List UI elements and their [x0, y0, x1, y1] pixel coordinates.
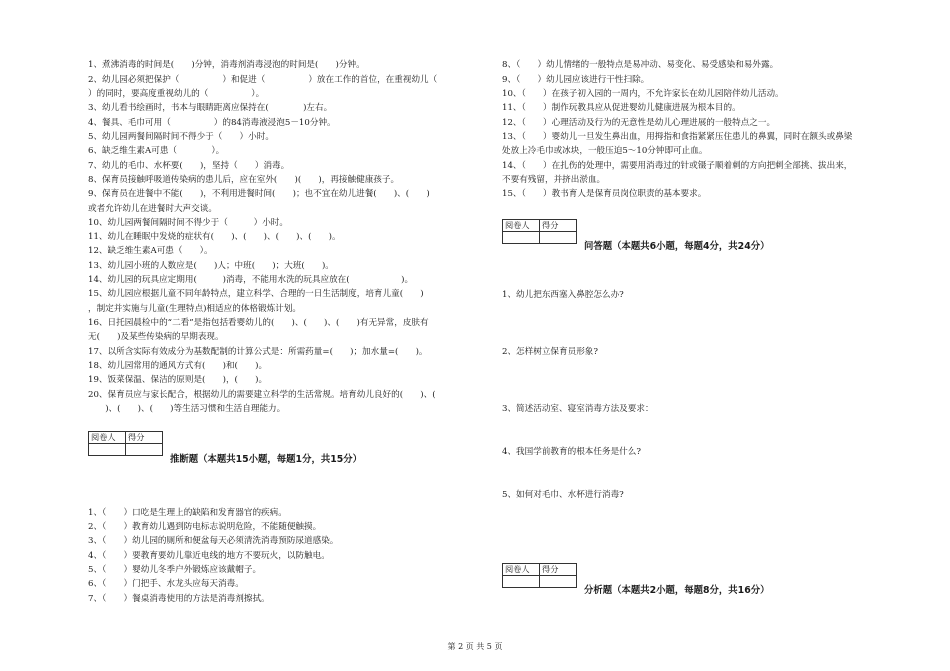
question-line: 3、简述活动室、寝室消毒方法及要求： — [502, 404, 654, 414]
question-line: 2、怎样树立保育员形象? — [502, 347, 599, 357]
question-line: ）的同时，要高度重视幼儿的（ ）。 — [88, 89, 265, 99]
question-line: 6、（ ）门把手、水龙头应每天消毒。 — [88, 579, 244, 589]
question-line: 或者允许幼儿在进餐时大声交谈。 — [88, 204, 217, 214]
question-line: 3、幼儿看书绘画时，书本与眼睛距离应保持在( )左右。 — [88, 103, 333, 113]
question-line: 8、保育员接触呼吸道传染病的患儿后，应在室外( )( )，再接触健康孩子。 — [88, 175, 400, 185]
question-line: 15、（ ）教书育人是保育员岗位职责的基本要求。 — [502, 189, 707, 199]
question-line: 6、缺乏维生素A可患（ ）。 — [88, 146, 225, 156]
question-line: 17、以所含实际有效成分为基数配制的计算公式是：所需药量=( )；加水量=( )。 — [88, 347, 428, 357]
question-line: 20、保育员应与家长配合，根据幼儿的需要建立科学的生活常规。培育幼儿良好的( )、( — [88, 390, 436, 400]
grader-cell — [503, 576, 540, 588]
grader-label: 阅卷人 — [89, 432, 126, 444]
section-title-qa: 问答题（本题共6小题，每题4分，共24分） — [584, 241, 770, 252]
question-line: 1、煮沸消毒的时间是( )分钟，消毒剂消毒浸泡的时间是( )分钟。 — [88, 60, 365, 70]
question-line: 3、（ ）幼儿园的厕所和便盆每天必须清洗消毒预防尿道感染。 — [88, 536, 339, 546]
question-line: 11、幼儿在睡眠中发烧的症状有( )、( )、( )、( )。 — [88, 232, 341, 242]
question-line: 2、幼儿园必须把保护（ ）和促进（ ）放在工作的首位，在重视幼儿（ — [88, 75, 438, 85]
question-line: 15、幼儿园应根据儿童不同年龄特点，建立科学、合理的一日生活制度，培育儿童( ) — [88, 289, 424, 299]
question-line: 13、幼儿园小班的人数应是( )人；中班( )；大班( )。 — [88, 261, 334, 271]
grader-label: 阅卷人 — [503, 564, 540, 576]
question-line: 9、保育员在进餐中不能( )，不利用进餐时间( )；也不宜在幼儿进餐( )、( ) — [88, 189, 430, 199]
question-line: 4、（ ）要教育要幼儿靠近电线的地方不要玩火，以防触电。 — [88, 551, 330, 561]
question-line: 11、（ ）制作玩教具应从促进婴幼儿健康进展为根本目的。 — [502, 103, 741, 113]
question-line: 10、幼儿园两餐间隔时间不得少于（ ）小时。 — [88, 218, 288, 228]
question-line: 10、（ ）在孩子初入园的一周内，不允许家长在幼儿园陪伴幼儿活动。 — [502, 89, 784, 99]
question-line: 不要有残留，并挤出淤血。 — [502, 175, 606, 185]
question-line: 14、（ ）在扎伤的处理中，需要用消毒过的针或镊子顺着刺的方向把刺全部挑、拔出来， — [502, 161, 853, 171]
score-cell — [540, 576, 577, 588]
question-line: 14、幼儿园的玩具应定期用( )消毒，不能用水洗的玩具应放在( )。 — [88, 275, 414, 285]
question-line: ，制定并实施与儿童(生理特点)相适应的体格锻炼计划。 — [88, 304, 301, 314]
question-line: 1、幼儿把东西塞入鼻腔怎么办? — [502, 290, 624, 300]
question-line: 无( )及某些传染病的早期表现。 — [88, 332, 224, 342]
score-label: 得分 — [126, 432, 163, 444]
question-line: 5、（ ）婴幼儿冬季户外锻炼应该戴帽子。 — [88, 565, 262, 575]
score-table-judge — [88, 431, 163, 456]
score-label: 得分 — [540, 220, 577, 232]
section-title-judge: 推断题（本题共15小题，每题1分，共15分） — [170, 454, 362, 465]
question-line: )、( )、( )等生活习惯和生活自理能力。 — [88, 404, 286, 414]
score-table-analysis — [502, 563, 577, 588]
question-line: 7、幼儿的毛巾、水杯要( )，坚持（ ）消毒。 — [88, 161, 290, 171]
question-line: 9、（ ）幼儿园应该进行干性扫除。 — [502, 75, 650, 85]
question-line: 处放上冷毛巾或冰块，一般压迫5～10分钟即可止血。 — [502, 146, 708, 156]
question-line: 5、幼儿园两餐间隔时间不得少于（ ）小时。 — [88, 132, 274, 142]
page-number: 第 2 页 共 5 页 — [447, 642, 503, 651]
question-line: 7、（ ）餐桌消毒使用的方法是消毒剂擦拭。 — [88, 594, 270, 604]
question-line: 8、（ ）幼儿情绪的一般特点是易冲动、易变化、易受感染和易外露。 — [502, 60, 779, 70]
grader-label: 阅卷人 — [503, 220, 540, 232]
question-line: 19、饭菜保温、保洁的原则是( )，( )。 — [88, 375, 268, 385]
question-line: 4、餐具、毛巾可用（ ）的84消毒液浸泡5－10分钟。 — [88, 118, 336, 128]
score-cell — [126, 444, 163, 456]
section-title-analysis: 分析题（本题共2小题，每题8分，共16分） — [584, 585, 770, 596]
score-cell — [540, 232, 577, 244]
question-line: 12、（ ）心理活动及行为的无意性是幼儿心理进展的一般特点之一。 — [502, 118, 776, 128]
question-line: 18、幼儿园常用的通风方式有( )和( )。 — [88, 361, 268, 371]
question-line: 16、日托园晨检中的“二看”是指包括看婴幼儿的( )、( )、( )有无异常，皮肤有 — [88, 318, 429, 328]
question-line: 2、（ ）教育幼儿遇到防电标志说明危险，不能随便触摸。 — [88, 522, 322, 532]
question-line: 1、（ ）口吃是生理上的缺陷和发育器官的疾病。 — [88, 508, 287, 518]
question-line: 5、如何对毛巾、水杯进行消毒? — [502, 490, 624, 500]
grader-cell — [89, 444, 126, 456]
question-line: 12、缺乏维生素A可患（ ）。 — [88, 246, 213, 256]
grader-cell — [503, 232, 540, 244]
question-line: 4、我国学前教育的根本任务是什么? — [502, 447, 641, 457]
question-line: 13、（ ）婴幼儿一旦发生鼻出血，用拇指和食指紧紧压住患儿的鼻翼，同时在额头或鼻梁 — [502, 132, 853, 142]
score-table-qa — [502, 219, 577, 244]
score-label: 得分 — [540, 564, 577, 576]
